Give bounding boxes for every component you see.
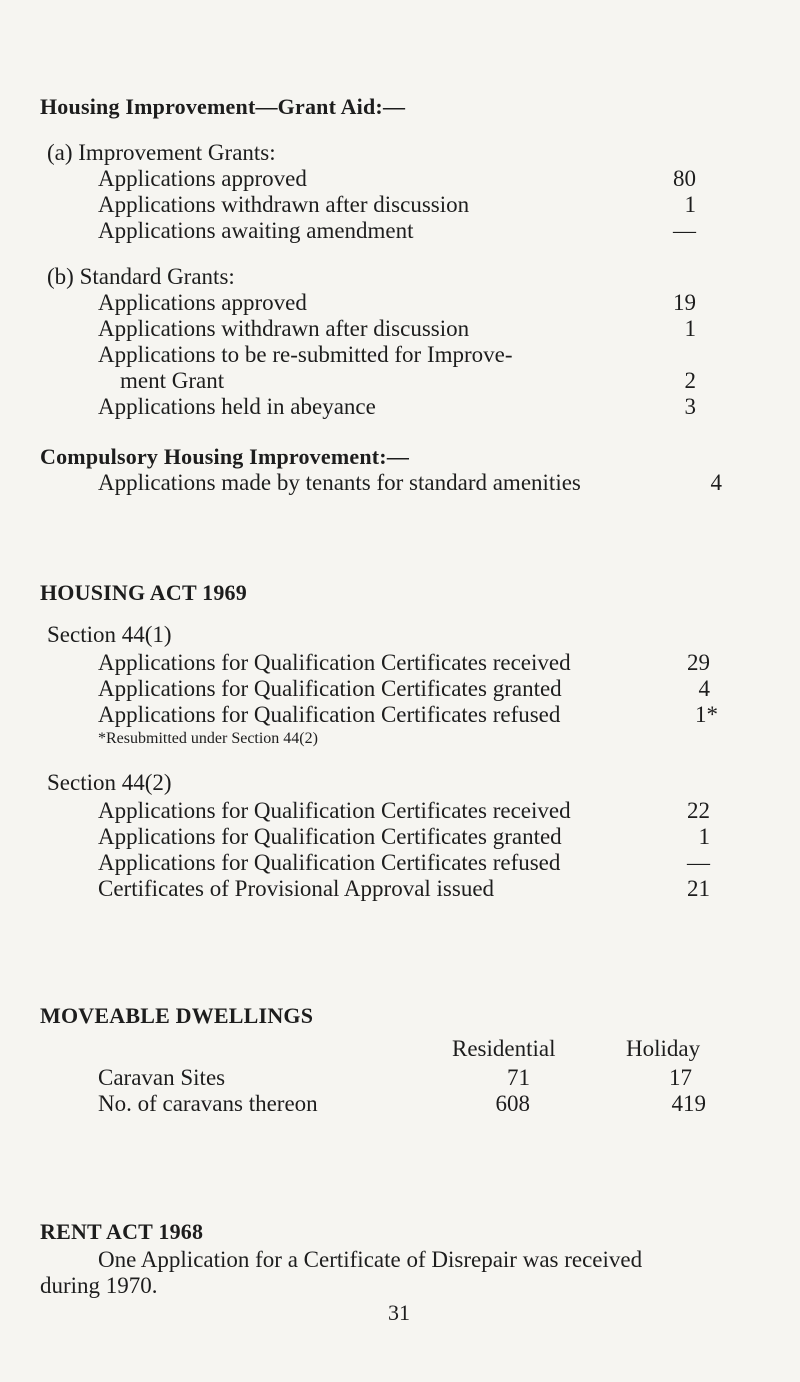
caravan-sites-residential: 71	[507, 1065, 530, 1090]
s442-received-label: Applications for Qualification Certificates received	[98, 798, 571, 823]
standard-abeyance-label: Applications held in abeyance	[98, 394, 376, 419]
improvement-awaiting-label: Applications awaiting amendment	[98, 218, 414, 243]
s441-refused-label: Applications for Qualification Certificates refused	[98, 702, 561, 727]
col-residential-header: Residential	[452, 1036, 556, 1061]
s441-received-label: Applications for Qualification Certificates received	[98, 650, 571, 675]
s441-granted-value: 4	[698, 676, 710, 701]
housing-act-heading: HOUSING ACT 1969	[40, 580, 247, 605]
standard-resubmit-line1: Applications to be re-submitted for Improve-	[98, 342, 513, 367]
improvement-approved-value: 80	[673, 166, 696, 191]
s442-provisional-value: 21	[687, 876, 710, 901]
improvement-approved-label: Applications approved	[98, 166, 307, 191]
standard-abeyance-value: 3	[684, 394, 696, 419]
caravans-thereon-holiday: 419	[671, 1091, 706, 1116]
s441-footnote: *Resubmitted under Section 44(2)	[98, 730, 318, 747]
grant-aid-heading: Housing Improvement—Grant Aid:—	[40, 94, 406, 119]
standard-approved-label: Applications approved	[98, 290, 307, 315]
s442-refused-label: Applications for Qualification Certificates refused	[98, 850, 561, 875]
s442-received-value: 22	[687, 798, 710, 823]
s441-refused-value: 1*	[695, 702, 718, 727]
caravans-thereon-residential: 608	[495, 1091, 530, 1116]
improvement-grants-label: (a) Improvement Grants:	[47, 140, 276, 165]
standard-withdrawn-label: Applications withdrawn after discussion	[98, 316, 470, 341]
compulsory-heading: Compulsory Housing Improvement:—	[40, 444, 410, 469]
compulsory-tenants-value: 4	[710, 470, 722, 495]
improvement-awaiting-value: —	[673, 218, 696, 243]
s442-granted-label: Applications for Qualification Certificates granted	[98, 824, 562, 849]
compulsory-tenants-label: Applications made by tenants for standard amenities	[98, 470, 581, 495]
s441-received-value: 29	[687, 650, 710, 675]
standard-grants-label: (b) Standard Grants:	[47, 264, 235, 289]
rent-act-line1: One Application for a Certificate of Disrepair was received	[98, 1247, 643, 1272]
standard-approved-value: 19	[673, 290, 696, 315]
s441-granted-label: Applications for Qualification Certificates granted	[98, 676, 562, 701]
s442-provisional-label: Certificates of Provisional Approval issued	[98, 876, 495, 901]
improvement-withdrawn-value: 1	[684, 192, 696, 217]
s442-refused-value: —	[687, 850, 710, 875]
s442-granted-value: 1	[698, 824, 710, 849]
col-holiday-header: Holiday	[626, 1036, 701, 1061]
section-44-2-label: Section 44(2)	[47, 770, 172, 795]
section-44-1-label: Section 44(1)	[47, 622, 172, 647]
page-number: 31	[388, 1300, 410, 1325]
rent-act-heading: RENT ACT 1968	[40, 1219, 204, 1244]
caravans-thereon-label: No. of caravans thereon	[98, 1091, 318, 1116]
rent-act-line2: during 1970.	[40, 1273, 158, 1298]
caravan-sites-label: Caravan Sites	[98, 1065, 226, 1090]
moveable-dwellings-heading: MOVEABLE DWELLINGS	[40, 1003, 314, 1028]
standard-resubmit-value: 2	[684, 368, 696, 393]
standard-withdrawn-value: 1	[684, 316, 696, 341]
improvement-withdrawn-label: Applications withdrawn after discussion	[98, 192, 470, 217]
standard-resubmit-line2: ment Grant	[120, 368, 225, 393]
caravan-sites-holiday: 17	[669, 1065, 692, 1090]
